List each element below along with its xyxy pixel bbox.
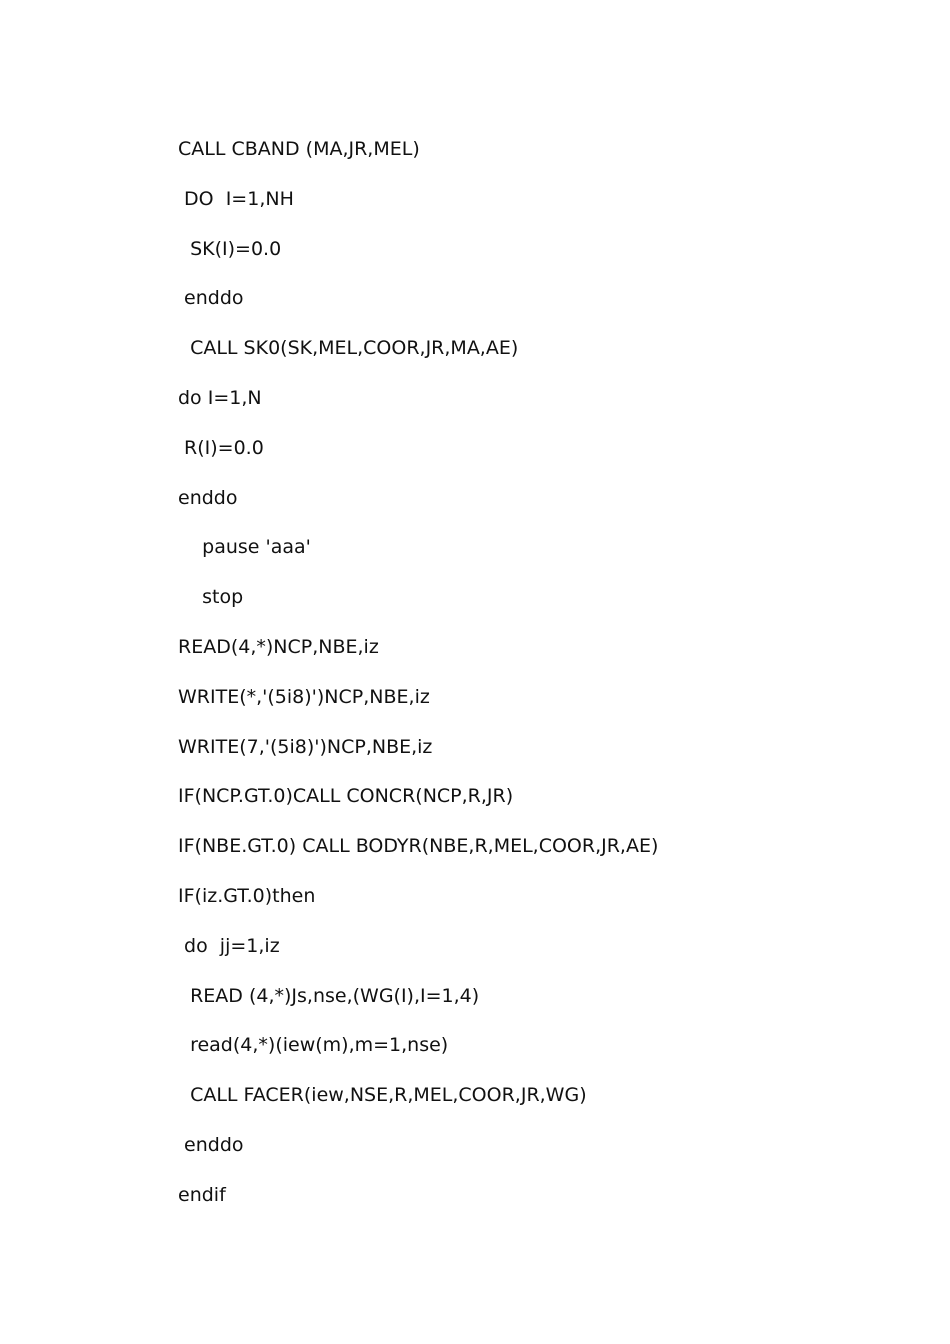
code-line: enddo: [178, 1133, 244, 1156]
code-line: READ(4,*)NCP,NBE,iz: [178, 635, 379, 658]
code-line: do I=1,N: [178, 386, 262, 409]
code-line: read(4,*)(iew(m),m=1,nse): [178, 1034, 449, 1057]
code-listing: [178, 136, 878, 1232]
code-line: enddo: [178, 287, 244, 310]
code-line: WRITE(7,'(5i8)')NCP,NBE,iz: [178, 735, 433, 758]
code-line: do jj=1,iz: [178, 934, 280, 957]
code-line: enddo: [178, 486, 238, 509]
code-line: READ (4,*)Js,nse,(WG(I),I=1,4): [178, 984, 480, 1007]
code-line: SK(I)=0.0: [178, 237, 282, 260]
code-line: IF(NBE.GT.0) CALL BODYR(NBE,R,MEL,COOR,JR,AE): [178, 835, 659, 858]
code-line: stop: [178, 586, 244, 609]
code-line: CALL SK0(SK,MEL,COOR,JR,MA,AE): [178, 337, 519, 360]
code-line: IF(NCP.GT.0)CALL CONCR(NCP,R,JR): [178, 785, 514, 808]
code-line: CALL CBAND (MA,JR,MEL): [178, 138, 420, 160]
code-line: WRITE(*,'(5i8)')NCP,NBE,iz: [178, 685, 430, 708]
code-line: IF(iz.GT.0)then: [178, 884, 316, 907]
code-line: pause 'aaa': [178, 536, 311, 559]
code-line: endif: [178, 1183, 226, 1206]
code-line: R(I)=0.0: [178, 436, 264, 459]
code-line: DO I=1,NH: [178, 187, 294, 210]
code-line: CALL FACER(iew,NSE,R,MEL,COOR,JR,WG): [178, 1084, 587, 1107]
